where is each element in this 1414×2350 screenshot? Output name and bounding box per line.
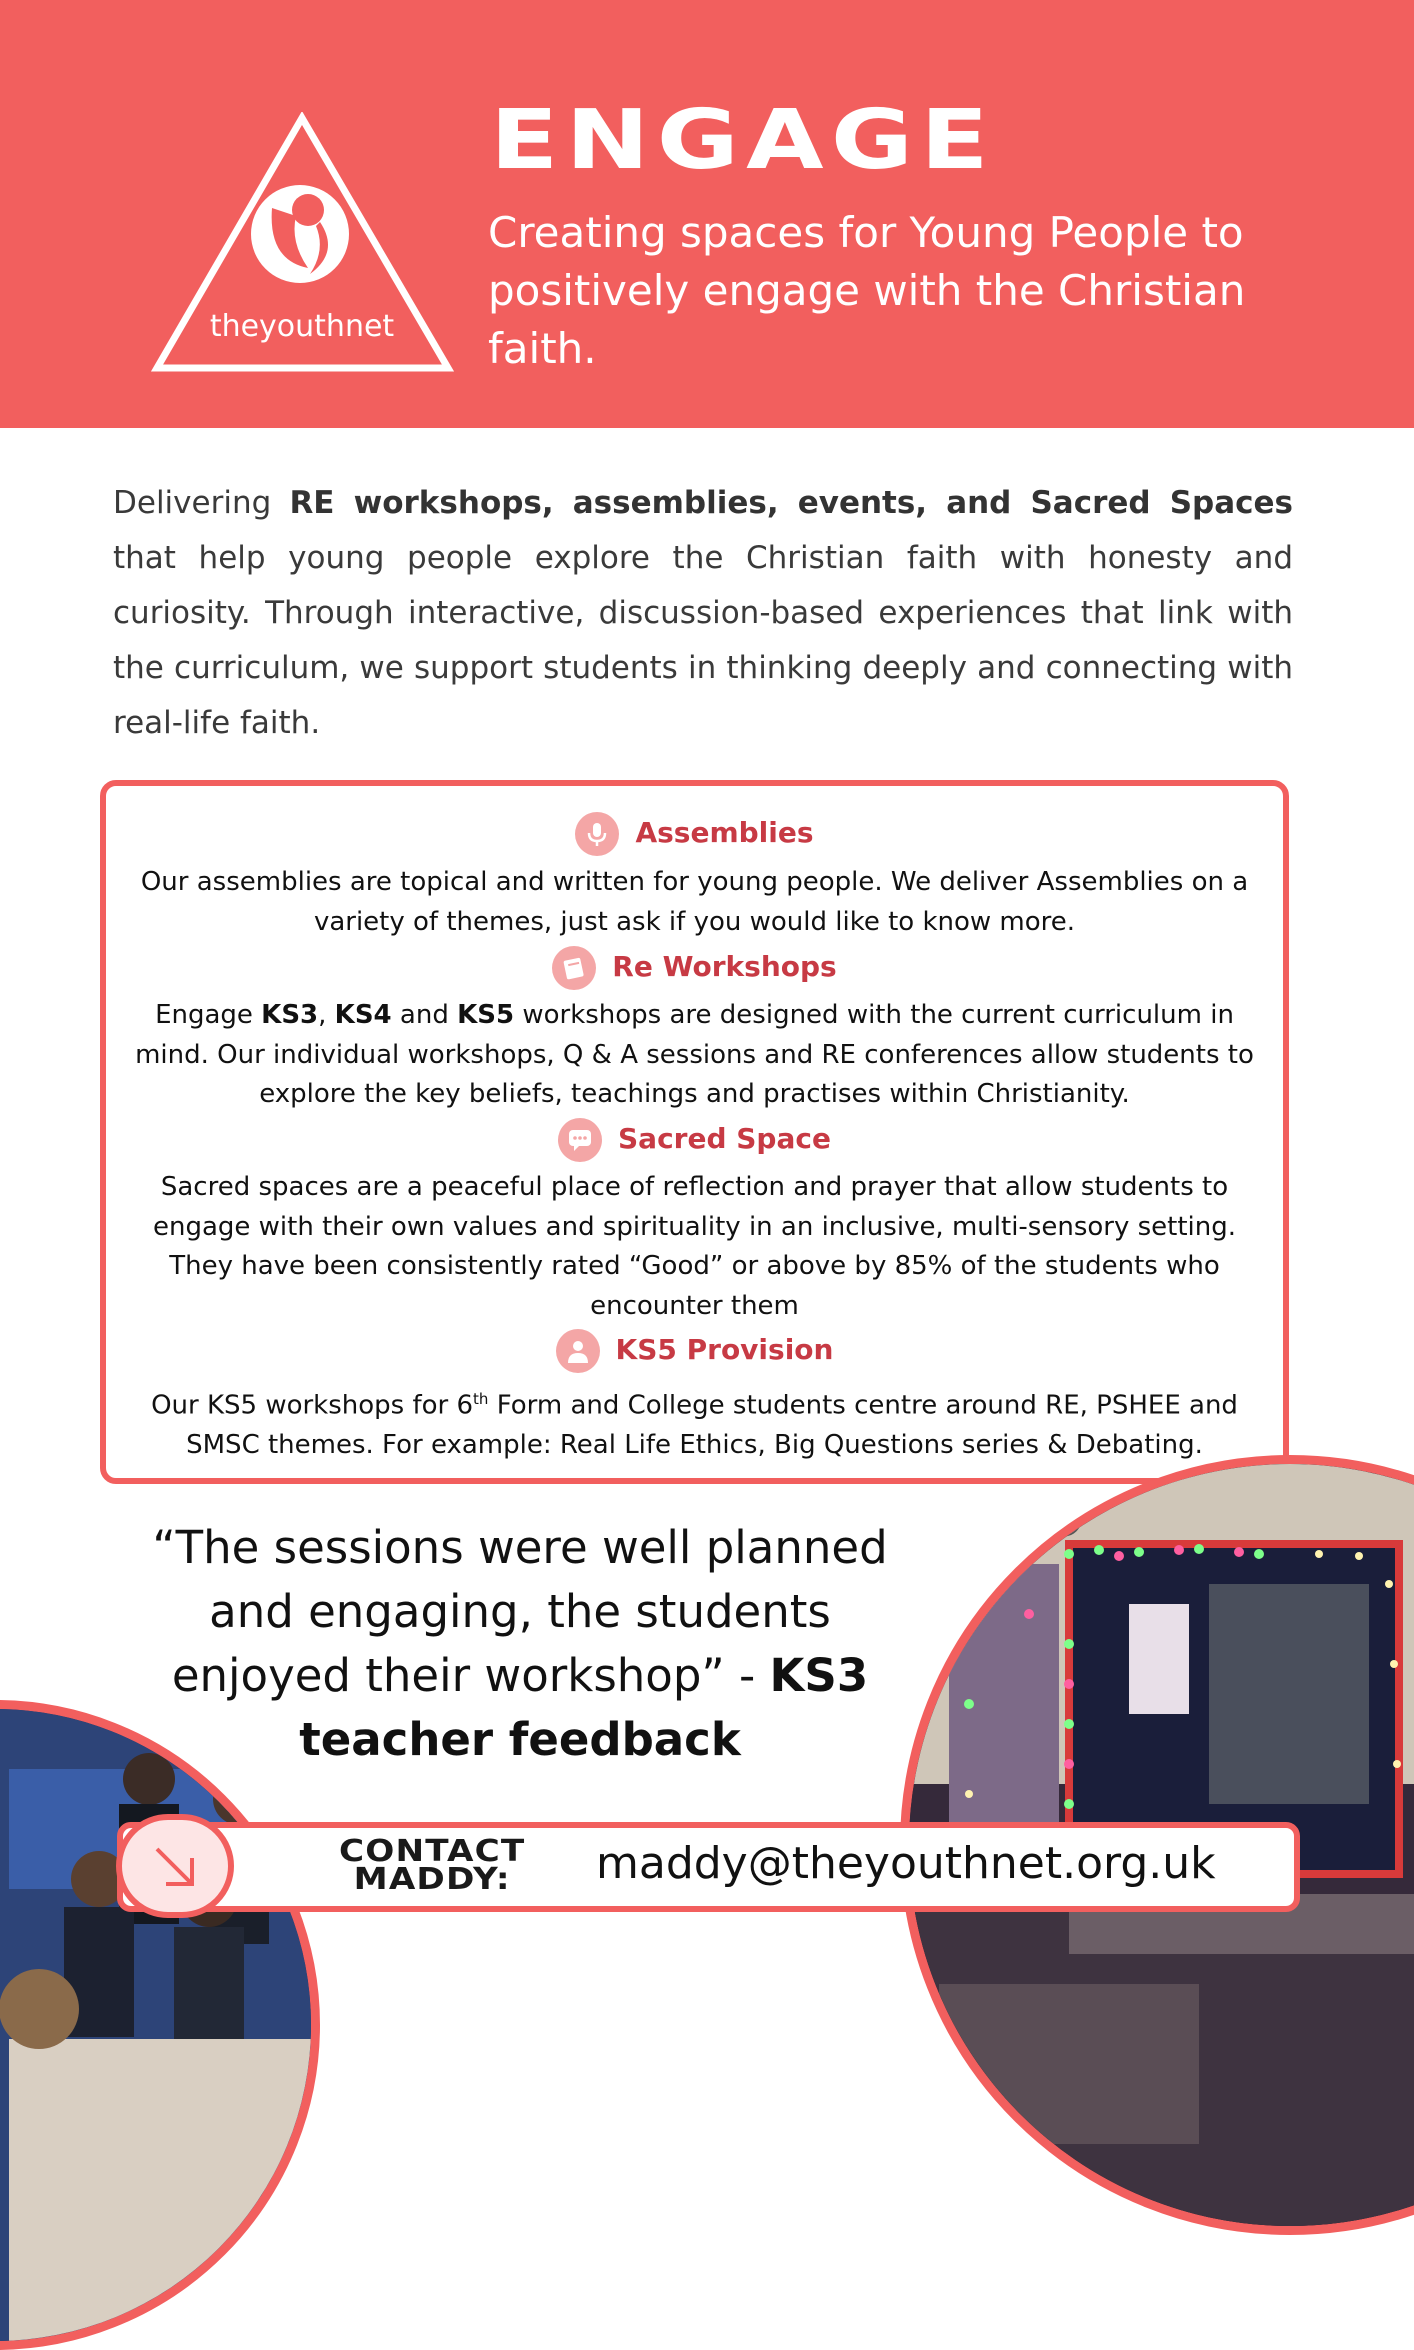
quote-attribution: KS3 teacher feedback [299, 1649, 869, 1766]
contact-label [284, 1834, 580, 1897]
workshops-ks5: KS5 [457, 1000, 515, 1030]
workshops-ks3: KS3 [261, 1000, 319, 1030]
assemblies-heading [106, 811, 1283, 855]
workshops-text-2: workshops are designed with the current curriculum in mind. Our individual workshops, Q & A sessions and RE conferences allow students to explore the key beliefs, teachings and practises within Christianity. [135, 1000, 1254, 1109]
ks5-text-1: Our KS5 workshops for 6 [151, 1390, 474, 1421]
person-icon [556, 1329, 600, 1373]
workshops-body [126, 996, 1263, 1115]
contact-label-line1: CONTACT [339, 1834, 526, 1869]
contact-arrow-button[interactable] [116, 1814, 234, 1918]
book-icon [552, 946, 596, 990]
theyouthnet-logo [150, 112, 455, 376]
intro-suffix: that help young people explore the Christian faith with honesty and curiosity. Through interactive, discussion-based experiences that link with the curriculum, we support students in thinking deeply and connecting with real-life faith. [113, 540, 1293, 741]
sacred-space-title: Sacred Space [618, 1122, 831, 1155]
assemblies-body: Our assemblies are topical and written for young people. We deliver Assemblies on a variety of themes, just ask if you would like to know more. [140, 867, 1249, 937]
workshops-title: Re Workshops [612, 950, 837, 983]
contact-label-line2: MADDY: [353, 1862, 511, 1897]
page-title: ENGAGE [490, 93, 996, 188]
assemblies-title: Assemblies [635, 816, 814, 849]
ks5-title: KS5 Provision [615, 1333, 834, 1366]
ks5-text-2: Form and College students centre around RE, PSHEE and SMSC themes. For example: Real Life Ethics, Big Questions series & Debating. [186, 1390, 1238, 1461]
sacred-space-body: Sacred spaces are a peaceful place of reflection and prayer that allow students to engage with their own values and spirituality in an inclusive, multi-sensory setting. They have been consistently rated “Good” or above by 85% of the students who encounter them [152, 1172, 1237, 1321]
ks5-body [126, 1380, 1263, 1466]
svg-text:theyouthnet [210, 309, 395, 344]
students-photo [0, 1700, 320, 2350]
quote-text: “The sessions were well planned and engaging, the students enjoyed their workshop” - [152, 1521, 888, 1702]
workshops-text-1: Engage [155, 1000, 262, 1030]
microphone-icon [575, 812, 619, 856]
ks5-heading [106, 1328, 1283, 1372]
workshops-sep: , [318, 1000, 335, 1030]
arrow-down-right-icon [152, 1844, 198, 1890]
services-box [100, 780, 1289, 1484]
testimonial-quote [130, 1516, 910, 1772]
workshops-and: and [391, 1000, 458, 1030]
intro-prefix: Delivering [113, 485, 290, 521]
intro-paragraph [113, 476, 1293, 751]
chat-bubble-icon [558, 1118, 602, 1162]
sacred-space-heading [106, 1117, 1283, 1161]
workshops-heading [106, 945, 1283, 989]
ks5-superscript: th [473, 1390, 489, 1408]
page-subtitle: Creating spaces for Young People to positively engage with the Christian faith. [488, 208, 1246, 373]
intro-bold: RE workshops, assemblies, events, and Sacred Spaces [289, 485, 1293, 521]
logo-text: theyouthnet [209, 309, 395, 344]
contact-email-link[interactable]: maddy@theyouthnet.org.uk [596, 1838, 1216, 1889]
workshops-ks4: KS4 [334, 1000, 392, 1030]
